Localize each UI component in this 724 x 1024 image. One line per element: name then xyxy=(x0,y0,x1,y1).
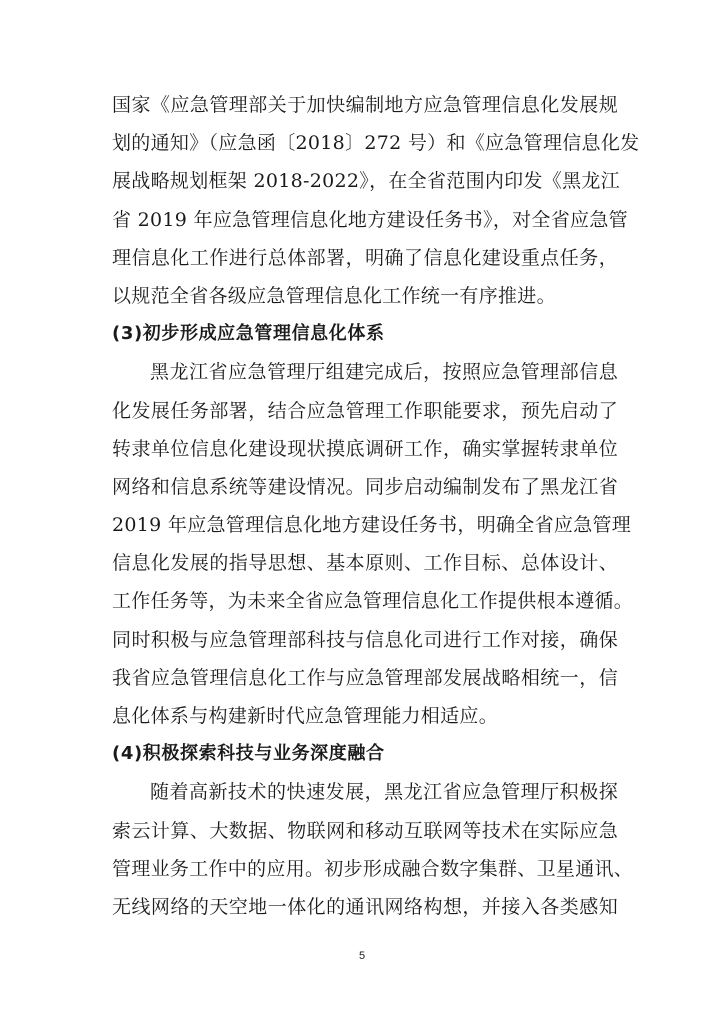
text-line: 索云计算、大数据、物联网和移动互联网等技术在实际应急 xyxy=(112,819,618,842)
text-line: 工作任务等，为未来全省应急管理信息化工作提供根本遵循。 xyxy=(112,590,634,613)
text-line: 转隶单位信息化建设现状摸底调研工作，确实掌握转隶单位 xyxy=(112,437,618,460)
text-line: 信息化发展的指导思想、基本原则、工作目标、总体设计、 xyxy=(112,552,618,575)
text-line: 同时积极与应急管理部科技与信息化司进行工作对接，确保 xyxy=(112,628,618,651)
text-line: 2019 年应急管理信息化地方建设任务书，明确全省应急管理 xyxy=(112,514,632,537)
section-heading-3: (3)初步形成应急管理信息化体系 xyxy=(112,323,385,345)
text-line: 黑龙江省应急管理厅组建完成后，按照应急管理部信息 xyxy=(150,361,618,384)
text-line: 息化体系与构建新时代应急管理能力相适应。 xyxy=(112,705,499,727)
text-line: 管理业务工作中的应用。初步形成融合数字集群、卫星通讯、 xyxy=(112,857,634,880)
paragraph-2 xyxy=(112,353,634,735)
text-line: 国家《应急管理部关于加快编制地方应急管理信息化发展规 xyxy=(112,94,618,116)
text-line: 网络和信息系统等建设情况。同步启动编制发布了黑龙江省 xyxy=(112,475,618,498)
page-number: 5 xyxy=(358,950,366,962)
text-line: 省 2019 年应急管理信息化地方建设任务书》，对全省应急管 xyxy=(112,208,628,231)
text-line: 理信息化工作进行总体部署，明确了信息化建设重点任务， xyxy=(112,246,618,269)
paragraph-1 xyxy=(112,86,640,315)
text-line: 无线网络的天空地一体化的通讯网络构想，并接入各类感知 xyxy=(112,895,618,918)
paragraph-3 xyxy=(112,773,634,926)
text-line: 划的通知》（应急函〔2018〕272 号）和《应急管理信息化发 xyxy=(112,132,640,155)
text-line: 以规范全省各级应急管理信息化工作统一有序推进。 xyxy=(112,284,556,307)
document-body xyxy=(112,86,640,926)
text-line: 展战略规划框架 2018-2022》，在全省范围内印发《黑龙江 xyxy=(112,170,620,193)
section-heading-4: (4)积极探索科技与业务深度融合 xyxy=(112,743,385,765)
text-line: 我省应急管理信息化工作与应急管理部发展战略相统一，信 xyxy=(112,666,618,689)
text-line: 随着高新技术的快速发展，黑龙江省应急管理厅积极探 xyxy=(150,781,618,804)
text-line: 化发展任务部署，结合应急管理工作职能要求，预先启动了 xyxy=(112,399,618,422)
